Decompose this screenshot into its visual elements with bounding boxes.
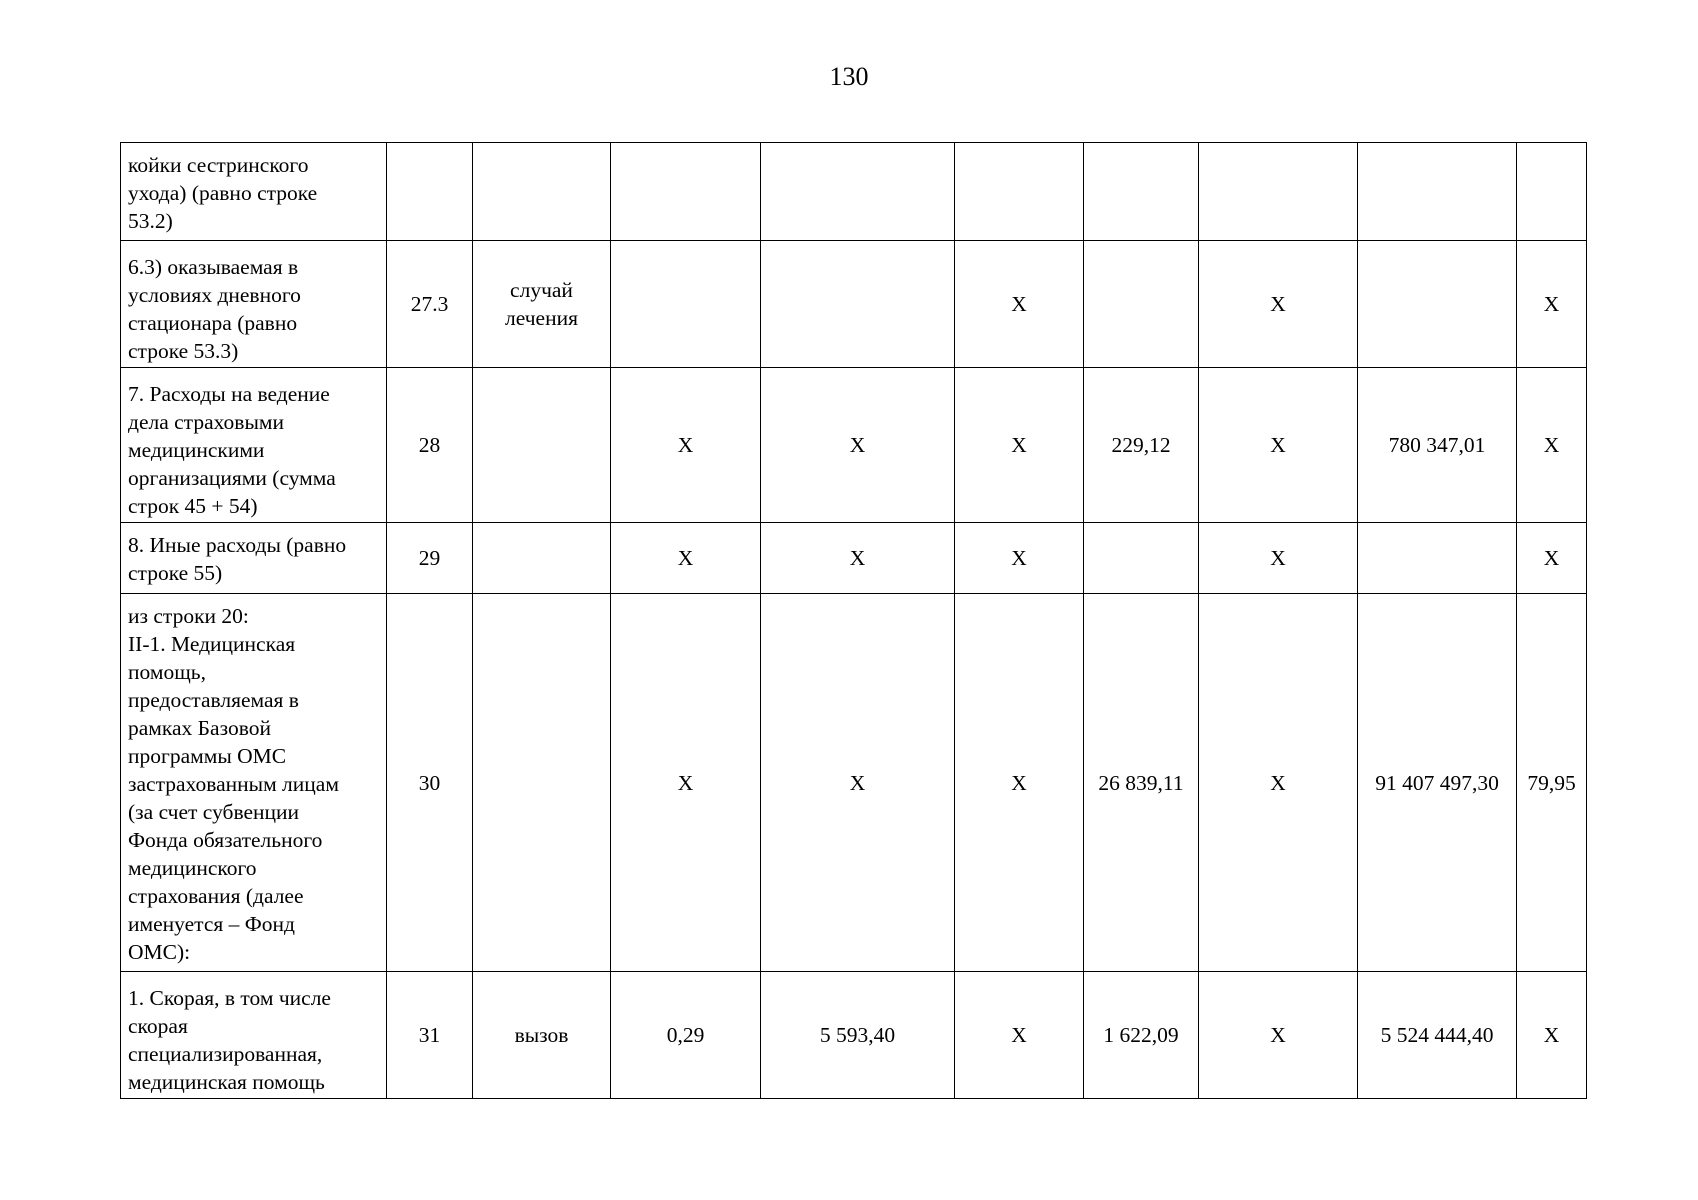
unit-cell [473, 523, 611, 594]
unit-cell: вызов [473, 972, 611, 1099]
value-cell [611, 143, 761, 241]
value-cell: Х [611, 368, 761, 523]
value-cell: Х [955, 241, 1084, 368]
value-cell: Х [611, 523, 761, 594]
value-cell [1517, 143, 1587, 241]
row-label: из строки 20: II-1. Медицинская помощь, предоставляемая в рамках Базовой программы ОМС застрахованным лицам (за счет субвенции Фонда обязательного медицинского страхования (далее именуется – Фонд ОМС): [121, 594, 387, 972]
value-cell [1358, 523, 1517, 594]
value-cell: Х [1199, 972, 1358, 1099]
line-number-cell: 30 [387, 594, 473, 972]
table-row [121, 523, 1587, 594]
value-cell: Х [955, 368, 1084, 523]
unit-cell [473, 368, 611, 523]
value-cell: Х [1199, 368, 1358, 523]
line-number-cell [387, 143, 473, 241]
value-cell [761, 241, 955, 368]
line-number-cell: 28 [387, 368, 473, 523]
value-cell: Х [611, 594, 761, 972]
value-cell: 91 407 497,30 [1358, 594, 1517, 972]
value-cell [1358, 241, 1517, 368]
value-cell: Х [1517, 241, 1587, 368]
page-number: 130 [829, 62, 869, 91]
row-label: койки сестринского ухода) (равно строке 53.2) [121, 143, 387, 241]
value-cell: 5 524 444,40 [1358, 972, 1517, 1099]
value-cell: 229,12 [1084, 368, 1199, 523]
value-cell [955, 143, 1084, 241]
value-cell [1084, 143, 1199, 241]
value-cell: Х [761, 594, 955, 972]
value-cell: Х [1199, 594, 1358, 972]
row-label: 8. Иные расходы (равно строке 55) [121, 523, 387, 594]
line-number-cell: 27.3 [387, 241, 473, 368]
value-cell: Х [761, 368, 955, 523]
row-label: 6.3) оказываемая в условиях дневного стационара (равно строке 53.3) [121, 241, 387, 368]
value-cell [1358, 143, 1517, 241]
value-cell: 5 593,40 [761, 972, 955, 1099]
unit-cell: случай лечения [473, 241, 611, 368]
row-label: 1. Скорая, в том числе скорая специализированная, медицинская помощь [121, 972, 387, 1099]
value-cell: 26 839,11 [1084, 594, 1199, 972]
value-cell: Х [955, 972, 1084, 1099]
row-label: 7. Расходы на ведение дела страховыми медицинскими организациями (сумма строк 45 + 54) [121, 368, 387, 523]
value-cell: 780 347,01 [1358, 368, 1517, 523]
value-cell: 79,95 [1517, 594, 1587, 972]
line-number-cell: 29 [387, 523, 473, 594]
value-cell: 1 622,09 [1084, 972, 1199, 1099]
table-row [121, 594, 1587, 972]
value-cell [1199, 143, 1358, 241]
value-cell: Х [955, 594, 1084, 972]
line-number-cell: 31 [387, 972, 473, 1099]
table-row [121, 143, 1587, 241]
value-cell [761, 143, 955, 241]
value-cell: Х [1517, 972, 1587, 1099]
value-cell: Х [1517, 523, 1587, 594]
table-row [121, 241, 1587, 368]
value-cell [1084, 523, 1199, 594]
unit-cell [473, 143, 611, 241]
value-cell: Х [1199, 241, 1358, 368]
budget-table [120, 142, 1587, 1099]
value-cell: Х [761, 523, 955, 594]
value-cell: Х [955, 523, 1084, 594]
value-cell: 0,29 [611, 972, 761, 1099]
table-row [121, 368, 1587, 523]
unit-cell [473, 594, 611, 972]
table-row [121, 972, 1587, 1099]
value-cell: Х [1199, 523, 1358, 594]
value-cell: Х [1517, 368, 1587, 523]
value-cell [611, 241, 761, 368]
value-cell [1084, 241, 1199, 368]
